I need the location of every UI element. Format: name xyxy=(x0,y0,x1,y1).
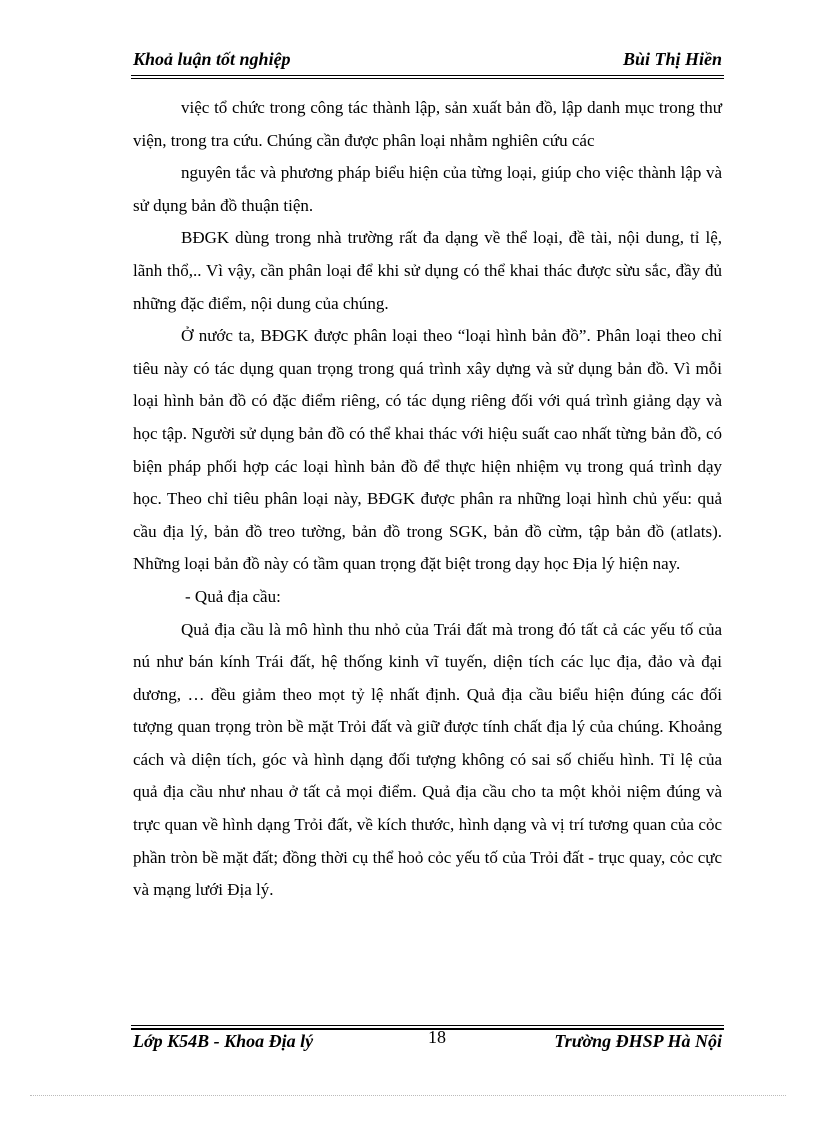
page-header xyxy=(133,47,722,75)
paragraph-4: Ở nước ta, BĐGK được phân loại theo “loại hình bản đồ”. Phân loại theo chỉ tiêu này có tác dụng quan trọng trong quá trình xây dựng và sử dụng bản đồ. Vì mỗi loại hình bản đồ có đặc điểm riêng, có tác dụng riêng đối với quá trình giảng dạy và học tập. Người sử dụng bản đồ có thể khai thác với hiệu suất cao nhất từng bản đồ, có biện pháp phối hợp các loại hình bản đồ để thực hiện nhiệm vụ trong quá trình dạy học. Theo chỉ tiêu phân loại này, BĐGK được phân ra những loại hình chủ yếu: quả cầu địa lý, bản đồ treo tường, bản đồ trong SGK, bản đồ cừm, tập bản đồ (atlats). Những loại bản đồ này có tầm quan trọng đặt biệt trong dạy học Địa lý hiện nay. xyxy=(133,326,722,574)
paragraph-3: BĐGK dùng trong nhà trường rất đa dạng về thể loại, đề tài, nội dung, tỉ lệ, lãnh thổ,.. Vì vậy, cần phân loại để khi sử dụng có thể khai thác được sừu sắc, đầy đủ những đặc điểm, nội dung của chúng. xyxy=(133,228,722,313)
page-number: 18 xyxy=(428,1027,446,1047)
footer-rule-thin xyxy=(131,1025,724,1026)
paragraph-1: việc tổ chức trong công tác thành lập, sản xuất bản đồ, lập danh mục trong thư viện, trong tra cứu. Chúng cần được phân loại nhằm nghiên cứu các xyxy=(133,98,722,150)
page-footer xyxy=(133,1027,722,1057)
paragraph-2: nguyên tắc và phương pháp biểu hiện của từng loại, giúp cho việc thành lập và sử dụng bản đồ thuận tiện. xyxy=(133,163,722,215)
header-author-name: Bùi Thị Hiền xyxy=(622,49,722,69)
footer-class-info: Lớp K54B - Khoa Địa lý xyxy=(133,1031,314,1051)
footer-university: Trường ĐHSP Hà Nội xyxy=(554,1031,722,1051)
paragraph-5: Quả địa cầu là mô hình thu nhỏ của Trái đất mà trong đó tất cả các yếu tố của nú như bán kính Trái đất, hệ thống kinh vĩ tuyến, diện tích các lục địa, đảo và đại dương, … đều giảm theo mọt tỷ lệ nhất định. Quả địa cầu biểu hiện đúng các đối tượng quan trọng tròn bề mặt Trỏi đất và giữ được tính chất địa lý của chúng. Khoảng cách và diện tích, góc và hình dạng đối tượng không có sai số chiếu hình. Tỉ lệ của quả địa cầu như nhau ở tất cả mọi điểm. Quả địa cầu cho ta một khỏi niệm đúng và trực quan về hình dạng Trỏi đất, về kích thước, hình dạng và vị trí tương quan của cỏc phần tròn bề mặt đất; đồng thời cụ thể hoỏ cỏc yếu tố của Trỏi đất - trục quay, cỏc cực và mạng lưới Địa lý. xyxy=(133,619,722,900)
header-rule-thin xyxy=(131,78,724,79)
header-rule-thick xyxy=(131,75,724,76)
page-bottom-divider xyxy=(30,1095,786,1096)
section-heading-globe: - Quả địa cầu: xyxy=(185,586,281,606)
page-body xyxy=(133,92,722,907)
header-thesis-title: Khoả luận tốt nghiệp xyxy=(133,49,291,69)
